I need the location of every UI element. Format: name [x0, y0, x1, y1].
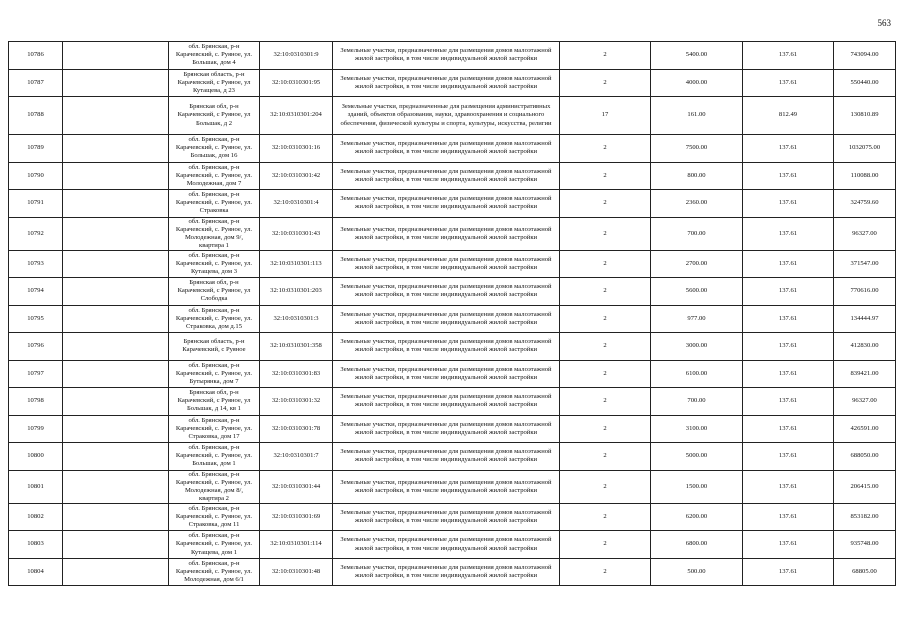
- table-row: [9, 333, 896, 361]
- blank-cell: [63, 217, 169, 250]
- blank-cell: [63, 531, 169, 559]
- cadastral-value-cell: 96327.00: [834, 388, 896, 416]
- address-cell: обл. Брянская, р-н Карачевский, с. Руяное, ул. Большак, дом 16: [169, 135, 260, 163]
- table-row: [9, 162, 896, 190]
- row-number-cell: 10801: [9, 470, 63, 503]
- address-cell: обл. Брянская, р-н Карачевский, с. Руяное, ул. Большак, дом 4: [169, 42, 260, 70]
- land-use-cell: Земельные участки, предназначенные для размещения домов малоэтажной жилой застройки, в том числе индивидуальной жилой застройки: [333, 135, 560, 163]
- area-cell: 6100.00: [651, 360, 743, 388]
- address-cell: обл. Брянская, р-н Карачевский, с. Руяное, ул. Молодежная, дом 7: [169, 162, 260, 190]
- cadastral-number-cell: 32:10:0310301:69: [260, 503, 333, 531]
- table-row: [9, 443, 896, 471]
- cadastral-number-cell: 32:10:0310301:42: [260, 162, 333, 190]
- land-use-cell: Земельные участки, предназначенные для размещения домов малоэтажной жилой застройки, в том числе индивидуальной жилой застройки: [333, 503, 560, 531]
- cadastral-number-cell: 32:10:0310301:113: [260, 250, 333, 278]
- blank-cell: [63, 250, 169, 278]
- use-group-cell: 2: [560, 42, 651, 70]
- address-cell: обл. Брянская, р-н Карачевский, с. Руяное, ул. Кутащева, дом 3: [169, 250, 260, 278]
- area-cell: 977.00: [651, 305, 743, 333]
- use-group-cell: 2: [560, 503, 651, 531]
- table-row: [9, 42, 896, 70]
- land-use-cell: Земельные участки, предназначенные для размещения домов малоэтажной жилой застройки, в том числе индивидуальной жилой застройки: [333, 278, 560, 306]
- row-number-cell: 10804: [9, 558, 63, 586]
- cadastral-number-cell: 32:10:0310301:114: [260, 531, 333, 559]
- use-group-cell: 2: [560, 470, 651, 503]
- blank-cell: [63, 278, 169, 306]
- table-row: [9, 217, 896, 250]
- use-group-cell: 2: [560, 531, 651, 559]
- specific-value-cell: 137.61: [743, 388, 834, 416]
- table-row: [9, 360, 896, 388]
- row-number-cell: 10790: [9, 162, 63, 190]
- blank-cell: [63, 305, 169, 333]
- blank-cell: [63, 503, 169, 531]
- specific-value-cell: 137.61: [743, 443, 834, 471]
- blank-cell: [63, 470, 169, 503]
- cadastral-number-cell: 32:10:0310301:44: [260, 470, 333, 503]
- table-row: [9, 531, 896, 559]
- area-cell: 161.00: [651, 97, 743, 135]
- use-group-cell: 2: [560, 217, 651, 250]
- specific-value-cell: 137.61: [743, 162, 834, 190]
- land-use-cell: Земельные участки, предназначенные для размещения домов малоэтажной жилой застройки, в том числе индивидуальной жилой застройки: [333, 305, 560, 333]
- cadastral-value-cell: 324759.60: [834, 190, 896, 218]
- land-use-cell: Земельные участки, предназначенные для размещения домов малоэтажной жилой застройки, в том числе индивидуальной жилой застройки: [333, 415, 560, 443]
- area-cell: 700.00: [651, 217, 743, 250]
- area-cell: 5400.00: [651, 42, 743, 70]
- use-group-cell: 2: [560, 190, 651, 218]
- area-cell: 1500.00: [651, 470, 743, 503]
- blank-cell: [63, 162, 169, 190]
- land-use-cell: Земельные участки, предназначенные для размещения домов малоэтажной жилой застройки, в том числе индивидуальной жилой застройки: [333, 388, 560, 416]
- specific-value-cell: 137.61: [743, 503, 834, 531]
- row-number-cell: 10803: [9, 531, 63, 559]
- cadastral-value-cell: 853182.00: [834, 503, 896, 531]
- specific-value-cell: 137.61: [743, 135, 834, 163]
- land-use-cell: Земельные участки, предназначенные для размещения домов малоэтажной жилой застройки, в том числе индивидуальной жилой застройки: [333, 333, 560, 361]
- land-use-cell: Земельные участки, предназначенные для размещения домов малоэтажной жилой застройки, в том числе индивидуальной жилой застройки: [333, 42, 560, 70]
- table-row: [9, 415, 896, 443]
- address-cell: обл. Брянская, р-н Карачевский, с. Руяное, ул. Бутырянка, дом 7: [169, 360, 260, 388]
- cadastral-number-cell: 32:10:0310301:95: [260, 69, 333, 97]
- specific-value-cell: 137.61: [743, 305, 834, 333]
- specific-value-cell: 137.61: [743, 278, 834, 306]
- use-group-cell: 2: [560, 278, 651, 306]
- use-group-cell: 2: [560, 360, 651, 388]
- land-use-cell: Земельные участки, предназначенные для размещения административных зданий, объектов образования, науки, здравоохранения и социального обеспечения, физической культуры и спорта, культуры, искусства, религии: [333, 97, 560, 135]
- area-cell: 5000.00: [651, 443, 743, 471]
- blank-cell: [63, 333, 169, 361]
- address-cell: Брянская обл, р-н Карачевский, с Руяное, ул Слободка: [169, 278, 260, 306]
- cadastral-value-cell: 839421.00: [834, 360, 896, 388]
- row-number-cell: 10797: [9, 360, 63, 388]
- area-cell: 2700.00: [651, 250, 743, 278]
- land-use-cell: Земельные участки, предназначенные для размещения домов малоэтажной жилой застройки, в том числе индивидуальной жилой застройки: [333, 470, 560, 503]
- blank-cell: [63, 69, 169, 97]
- table-row: [9, 388, 896, 416]
- table-row: [9, 250, 896, 278]
- table-row: [9, 97, 896, 135]
- address-cell: Брянская обл, р-н Карачевский, с Руяное, ул Большак, д 2: [169, 97, 260, 135]
- cadastral-number-cell: 32:10:0310301:83: [260, 360, 333, 388]
- area-cell: 7500.00: [651, 135, 743, 163]
- address-cell: обл. Брянская, р-н Карачевский, с. Руяное, ул. Молодежная, дом 9/, квартира 1: [169, 217, 260, 250]
- cadastral-value-cell: 68805.00: [834, 558, 896, 586]
- area-cell: 3000.00: [651, 333, 743, 361]
- cadastral-number-cell: 32:10:0310301:3: [260, 305, 333, 333]
- blank-cell: [63, 388, 169, 416]
- cadastral-number-cell: 32:10:0310301:16: [260, 135, 333, 163]
- row-number-cell: 10800: [9, 443, 63, 471]
- blank-cell: [63, 558, 169, 586]
- land-use-cell: Земельные участки, предназначенные для размещения домов малоэтажной жилой застройки, в том числе индивидуальной жилой застройки: [333, 558, 560, 586]
- cadastral-value-cell: 130810.89: [834, 97, 896, 135]
- cadastral-value-cell: 134444.97: [834, 305, 896, 333]
- area-cell: 3100.00: [651, 415, 743, 443]
- address-cell: Брянская область, р-н Карачевский, с Руяное: [169, 333, 260, 361]
- cadastral-number-cell: 32:10:0310301:7: [260, 443, 333, 471]
- row-number-cell: 10802: [9, 503, 63, 531]
- use-group-cell: 2: [560, 135, 651, 163]
- use-group-cell: 2: [560, 162, 651, 190]
- cadastral-number-cell: 32:10:0310301:9: [260, 42, 333, 70]
- specific-value-cell: 137.61: [743, 250, 834, 278]
- land-use-cell: Земельные участки, предназначенные для размещения домов малоэтажной жилой застройки, в том числе индивидуальной жилой застройки: [333, 250, 560, 278]
- row-number-cell: 10795: [9, 305, 63, 333]
- table-row: [9, 305, 896, 333]
- cadastral-value-cell: 770616.00: [834, 278, 896, 306]
- land-use-cell: Земельные участки, предназначенные для размещения домов малоэтажной жилой застройки, в том числе индивидуальной жилой застройки: [333, 360, 560, 388]
- row-number-cell: 10793: [9, 250, 63, 278]
- area-cell: 800.00: [651, 162, 743, 190]
- blank-cell: [63, 443, 169, 471]
- specific-value-cell: 137.61: [743, 217, 834, 250]
- address-cell: обл. Брянская, р-н Карачевский, с. Руяное, ул. Большак, дом 1: [169, 443, 260, 471]
- row-number-cell: 10789: [9, 135, 63, 163]
- table-row: [9, 135, 896, 163]
- cadastral-number-cell: 32:10:0310301:78: [260, 415, 333, 443]
- address-cell: обл. Брянская, р-н Карачевский, с. Руяное, ул. Страковка, дом 11: [169, 503, 260, 531]
- land-use-cell: Земельные участки, предназначенные для размещения домов малоэтажной жилой застройки, в том числе индивидуальной жилой застройки: [333, 443, 560, 471]
- table-row: [9, 278, 896, 306]
- cadastral-value-cell: 426591.00: [834, 415, 896, 443]
- specific-value-cell: 137.61: [743, 190, 834, 218]
- use-group-cell: 2: [560, 443, 651, 471]
- cadastral-number-cell: 32:10:0310301:204: [260, 97, 333, 135]
- land-use-cell: Земельные участки, предназначенные для размещения домов малоэтажной жилой застройки, в том числе индивидуальной жилой застройки: [333, 162, 560, 190]
- area-cell: 500.00: [651, 558, 743, 586]
- specific-value-cell: 137.61: [743, 470, 834, 503]
- row-number-cell: 10798: [9, 388, 63, 416]
- cadastral-number-cell: 32:10:0310301:4: [260, 190, 333, 218]
- area-cell: 5600.00: [651, 278, 743, 306]
- land-use-cell: Земельные участки, предназначенные для размещения домов малоэтажной жилой застройки, в том числе индивидуальной жилой застройки: [333, 69, 560, 97]
- land-use-cell: Земельные участки, предназначенные для размещения домов малоэтажной жилой застройки, в том числе индивидуальной жилой застройки: [333, 217, 560, 250]
- row-number-cell: 10792: [9, 217, 63, 250]
- area-cell: 2360.00: [651, 190, 743, 218]
- address-cell: обл. Брянская, р-н Карачевский, с. Руяное, ул. Страковка: [169, 190, 260, 218]
- use-group-cell: 2: [560, 558, 651, 586]
- area-cell: 6200.00: [651, 503, 743, 531]
- cadastral-value-cell: 206415.00: [834, 470, 896, 503]
- table-row: [9, 190, 896, 218]
- specific-value-cell: 137.61: [743, 42, 834, 70]
- cadastral-value-cell: 412830.00: [834, 333, 896, 361]
- specific-value-cell: 137.61: [743, 415, 834, 443]
- cadastral-number-cell: 32:10:0310301:203: [260, 278, 333, 306]
- blank-cell: [63, 415, 169, 443]
- row-number-cell: 10788: [9, 97, 63, 135]
- row-number-cell: 10787: [9, 69, 63, 97]
- table-row: [9, 558, 896, 586]
- area-cell: 6800.00: [651, 531, 743, 559]
- use-group-cell: 17: [560, 97, 651, 135]
- specific-value-cell: 137.61: [743, 69, 834, 97]
- page-number: 563: [877, 18, 891, 28]
- blank-cell: [63, 97, 169, 135]
- cadastral-value-cell: 96327.00: [834, 217, 896, 250]
- address-cell: обл. Брянская, р-н Карачевский, с. Руяное, ул. Страковка, дом 17: [169, 415, 260, 443]
- land-use-cell: Земельные участки, предназначенные для размещения домов малоэтажной жилой застройки, в том числе индивидуальной жилой застройки: [333, 190, 560, 218]
- address-cell: обл. Брянская, р-н Карачевский, с. Руяное, ул. Молодежная, дом 8/, квартира 2: [169, 470, 260, 503]
- table-row: [9, 503, 896, 531]
- use-group-cell: 2: [560, 250, 651, 278]
- use-group-cell: 2: [560, 388, 651, 416]
- row-number-cell: 10786: [9, 42, 63, 70]
- specific-value-cell: 137.61: [743, 531, 834, 559]
- cadastral-value-cell: 371547.00: [834, 250, 896, 278]
- use-group-cell: 2: [560, 305, 651, 333]
- cadastral-value-table: [8, 41, 896, 586]
- cadastral-number-cell: 32:10:0310301:48: [260, 558, 333, 586]
- blank-cell: [63, 190, 169, 218]
- row-number-cell: 10796: [9, 333, 63, 361]
- table-body: [9, 42, 896, 586]
- row-number-cell: 10794: [9, 278, 63, 306]
- address-cell: обл. Брянская, р-н Карачевский, с. Руяное, ул. Молодежная, дом 6/1: [169, 558, 260, 586]
- address-cell: обл. Брянская, р-н Карачевский, с. Руяное, ул. Страковка, дом д.15: [169, 305, 260, 333]
- use-group-cell: 2: [560, 333, 651, 361]
- cadastral-value-cell: 743094.00: [834, 42, 896, 70]
- address-cell: обл. Брянская, р-н Карачевский, с. Руяное, ул. Кутащева, дом 1: [169, 531, 260, 559]
- cadastral-number-cell: 32:10:0310301:43: [260, 217, 333, 250]
- address-cell: Брянская область, р-н Карачевский, с Руяное, ул Кутащева, д 23: [169, 69, 260, 97]
- blank-cell: [63, 360, 169, 388]
- cadastral-value-cell: 1032075.00: [834, 135, 896, 163]
- specific-value-cell: 137.61: [743, 333, 834, 361]
- land-use-cell: Земельные участки, предназначенные для размещения домов малоэтажной жилой застройки, в том числе индивидуальной жилой застройки: [333, 531, 560, 559]
- cadastral-number-cell: 32:10:0310301:358: [260, 333, 333, 361]
- table-row: [9, 470, 896, 503]
- blank-cell: [63, 42, 169, 70]
- cadastral-value-cell: 688050.00: [834, 443, 896, 471]
- use-group-cell: 2: [560, 415, 651, 443]
- specific-value-cell: 137.61: [743, 360, 834, 388]
- cadastral-value-cell: 550440.00: [834, 69, 896, 97]
- cadastral-value-cell: 110088.00: [834, 162, 896, 190]
- specific-value-cell: 137.61: [743, 558, 834, 586]
- area-cell: 4000.00: [651, 69, 743, 97]
- specific-value-cell: 812.49: [743, 97, 834, 135]
- row-number-cell: 10791: [9, 190, 63, 218]
- table-row: [9, 69, 896, 97]
- use-group-cell: 2: [560, 69, 651, 97]
- area-cell: 700.00: [651, 388, 743, 416]
- blank-cell: [63, 135, 169, 163]
- row-number-cell: 10799: [9, 415, 63, 443]
- address-cell: Брянская обл, р-н Карачевский, с Руяное, ул Большак, д 14, кв 1: [169, 388, 260, 416]
- cadastral-number-cell: 32:10:0310301:32: [260, 388, 333, 416]
- cadastral-value-cell: 935748.00: [834, 531, 896, 559]
